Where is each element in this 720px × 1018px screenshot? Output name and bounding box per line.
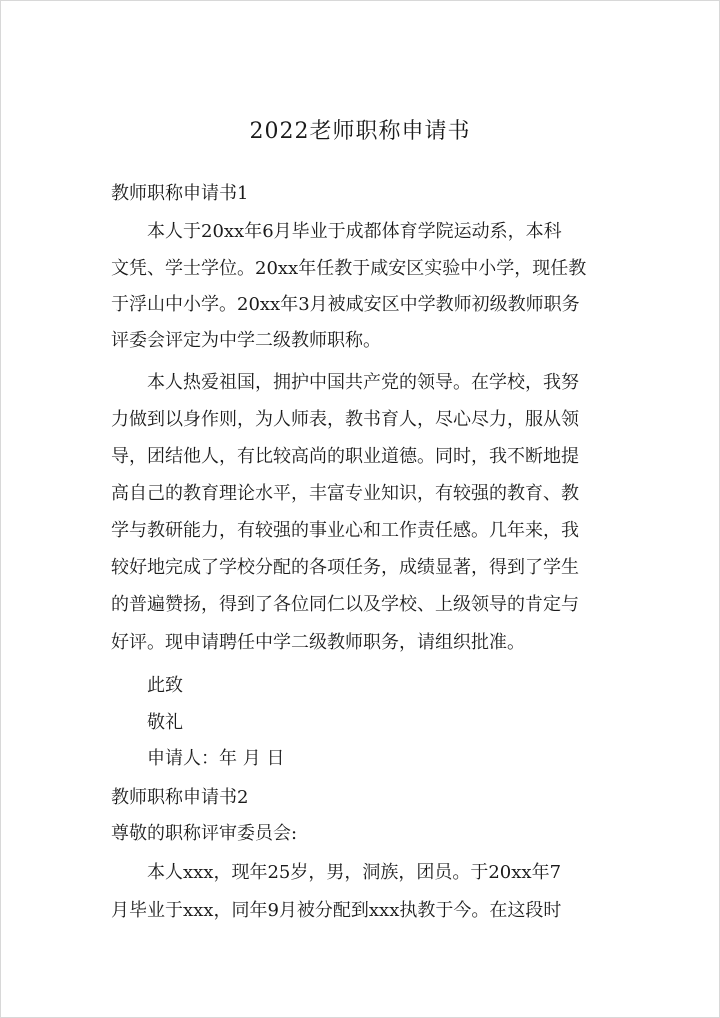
paragraph-line: 的普遍赞扬，得到了各位同仁以及学校、上级领导的肯定与 [111,594,579,615]
paragraph-line: 高自己的教育理论水平，丰富专业知识，有较强的教育、教 [111,483,579,504]
signature-line: 申请人：年 月 日 [147,748,285,769]
paragraph-line: 本人于20xx年6月毕业于成都体育学院运动系，本科 [147,221,562,242]
paragraph-line: 本人热爱祖国，拥护中国共产党的领导。在学校，我努 [147,372,579,393]
paragraph-line: 好评。现申请聘任中学二级教师职务，请组织批准。 [111,632,525,653]
salutation-line: 尊敬的职称评审委员会: [111,823,298,844]
document-title: 2022老师职称申请书 [249,119,471,144]
section-heading-1: 教师职称申请书1 [111,183,249,204]
paragraph-line: 于浮山中小学。20xx年3月被咸安区中学教师初级教师职务 [111,294,580,315]
paragraph-line: 力做到以身作则，为人师表，教书育人，尽心尽力，服从领 [111,409,579,430]
closing-line: 此致 [147,675,183,696]
paragraph-line: 较好地完成了学校分配的各项任务，成绩显著，得到了学生 [111,557,579,578]
paragraph-line: 导，团结他人，有比较高尚的职业道德。同时，我不断地提 [111,446,579,467]
paragraph-line: 评委会评定为中学二级教师职称。 [111,330,381,351]
closing-line: 敬礼 [147,712,183,733]
paragraph-line: 文凭、学士学位。20xx年任教于咸安区实验中小学，现任教 [111,258,587,279]
paragraph-line: 月毕业于xxx，同年9月被分配到xxx执教于今。在这段时 [111,900,562,921]
paragraph-line: 本人xxx，现年25岁，男，洞族，团员。于20xx年7 [147,862,562,883]
paragraph-line: 学与教研能力，有较强的事业心和工作责任感。几年来，我 [111,520,579,541]
section-heading-2: 教师职称申请书2 [111,787,249,808]
